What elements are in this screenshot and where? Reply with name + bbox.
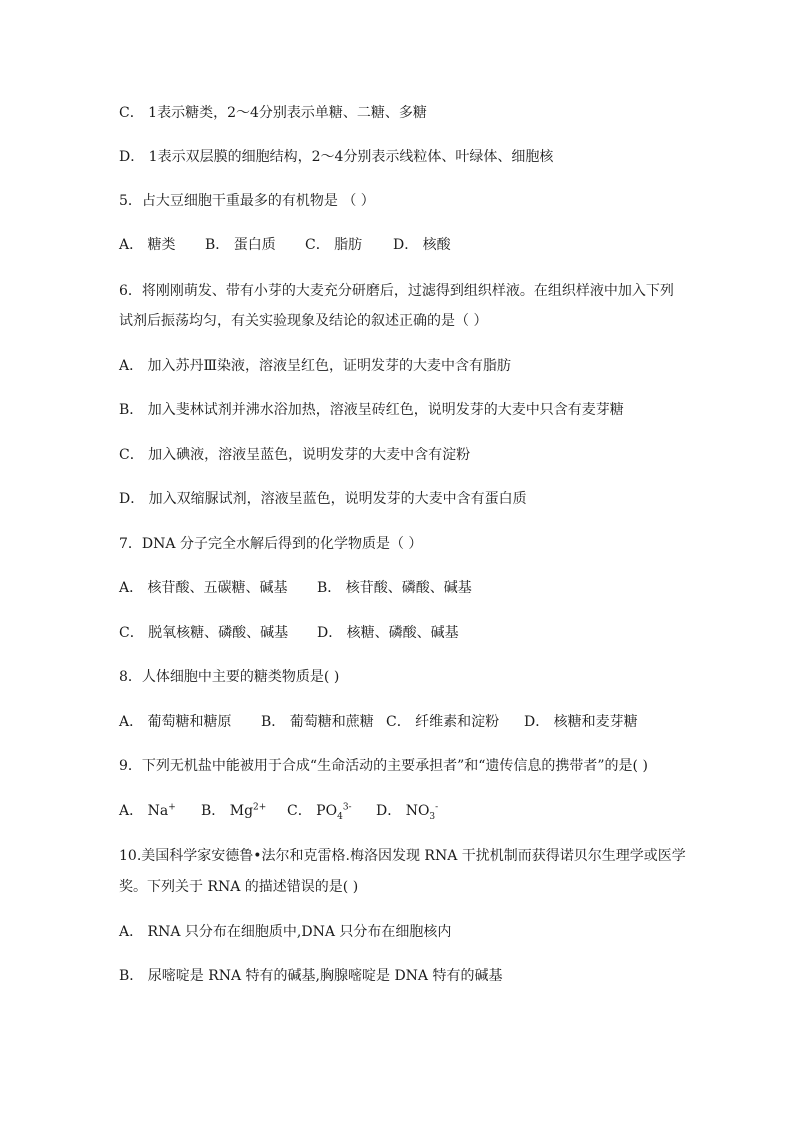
q9-option-c-charge: 3- xyxy=(342,802,352,813)
q5-options xyxy=(119,235,451,255)
q7-option-b: B． 核苷酸、磷酸、碱基 xyxy=(317,580,472,596)
q9-option-d-subscript: 3 xyxy=(429,811,436,822)
q9-option-b-formula: Mg xyxy=(229,803,254,819)
q9-option-d-formula: NO xyxy=(405,803,430,819)
q6-option-c: C． 加入碘液，溶液呈蓝色，说明发芽的大麦中含有淀粉 xyxy=(119,447,471,463)
q9-option-a-charge: + xyxy=(168,802,176,813)
q7-option-d: D． 核糖、磷酸、碱基 xyxy=(317,625,459,641)
q9-options xyxy=(119,801,438,821)
q5-option-a: A． 糖类 xyxy=(119,237,176,253)
q6-option-b: B． 加入斐林试剂并沸水浴加热，溶液呈砖红色，说明发芽的大麦中只含有麦芽糖 xyxy=(119,402,624,418)
q7-question: 7．DNA 分子完全水解后得到的化学物质是（ ） xyxy=(119,536,423,552)
q7-options-row1 xyxy=(119,578,472,598)
q10-option-b: B． 尿嘧啶是 RNA 特有的碱基,胸腺嘧啶是 DNA 特有的碱基 xyxy=(119,968,503,984)
q8-option-a: A． 葡萄糖和糖原 xyxy=(119,714,232,730)
q5-option-b: B． 蛋白质 xyxy=(205,237,276,253)
q8-question: 8．人体细胞中主要的糖类物质是( ) xyxy=(119,669,340,685)
q8-option-c: C． 纤维素和淀粉 xyxy=(386,714,500,730)
q7-option-a: A． 核苷酸、五碳糖、碱基 xyxy=(119,580,288,596)
q4-option-c: C． 1表示糖类，2～4分别表示单糖、二糖、多糖 xyxy=(119,105,427,121)
q4-option-d: D． 1表示双层膜的细胞结构，2～4分别表示线粒体、叶绿体、细胞核 xyxy=(119,149,554,165)
q8-options xyxy=(119,712,638,732)
q9-option-c-formula: PO xyxy=(316,803,338,819)
q9-option-a-formula: Na xyxy=(147,803,169,819)
q9-option-b-label: B． xyxy=(201,803,226,819)
q9-option-d-charge: - xyxy=(435,802,439,813)
q6-question-line1: 6．将刚刚萌发、带有小芽的大麦充分研磨后，过滤得到组织样液。在组织样液中加入下列 xyxy=(119,283,674,299)
q8-option-d: D． 核糖和麦芽糖 xyxy=(524,714,638,730)
q6-option-d: D． 加入双缩脲试剂，溶液呈蓝色，说明发芽的大麦中含有蛋白质 xyxy=(119,491,527,507)
q7-option-c: C． 脱氧核糖、磷酸、碱基 xyxy=(119,625,289,641)
q10-option-a: A． RNA 只分布在细胞质中,DNA 只分布在细胞核内 xyxy=(119,924,452,940)
q5-option-c: C． 脂肪 xyxy=(305,237,363,253)
q6-option-a: A． 加入苏丹Ⅲ染液，溶液呈红色，证明发芽的大麦中含有脂肪 xyxy=(119,358,512,374)
q9-option-a xyxy=(119,801,201,821)
q6-question-line2: 试剂后振荡均匀，有关实验现象及结论的叙述正确的是（ ） xyxy=(119,313,488,329)
q8-option-b: B． 葡萄糖和蔗糖 xyxy=(261,714,374,730)
q9-question: 9．下列无机盐中能被用于合成“生命活动的主要承担者”和“遗传信息的携带者”的是( ) xyxy=(119,758,648,774)
q9-option-c-label: C． xyxy=(287,803,312,819)
q5-option-d: D． 核酸 xyxy=(393,237,451,253)
q9-option-b xyxy=(201,801,287,821)
q9-option-b-charge: 2+ xyxy=(253,802,267,813)
q9-option-c-subscript: 4 xyxy=(337,811,343,822)
q9-option-a-label: A． xyxy=(119,803,144,819)
q7-options-row2 xyxy=(119,623,459,643)
q10-question-line2: 奖。下列关于 RNA 的描述错误的是( ) xyxy=(119,879,359,895)
q10-question-line1: 10.美国科学家安德鲁•法尔和克雷格.梅洛因发现 RNA 干扰机制而获得诺贝尔生理学或医学 xyxy=(119,848,686,864)
q9-option-d-label: D． xyxy=(376,803,402,819)
q5-question: 5．占大豆细胞干重最多的有机物是 （ ） xyxy=(119,193,375,209)
q9-option-d xyxy=(376,801,438,821)
q9-option-c xyxy=(287,801,376,821)
